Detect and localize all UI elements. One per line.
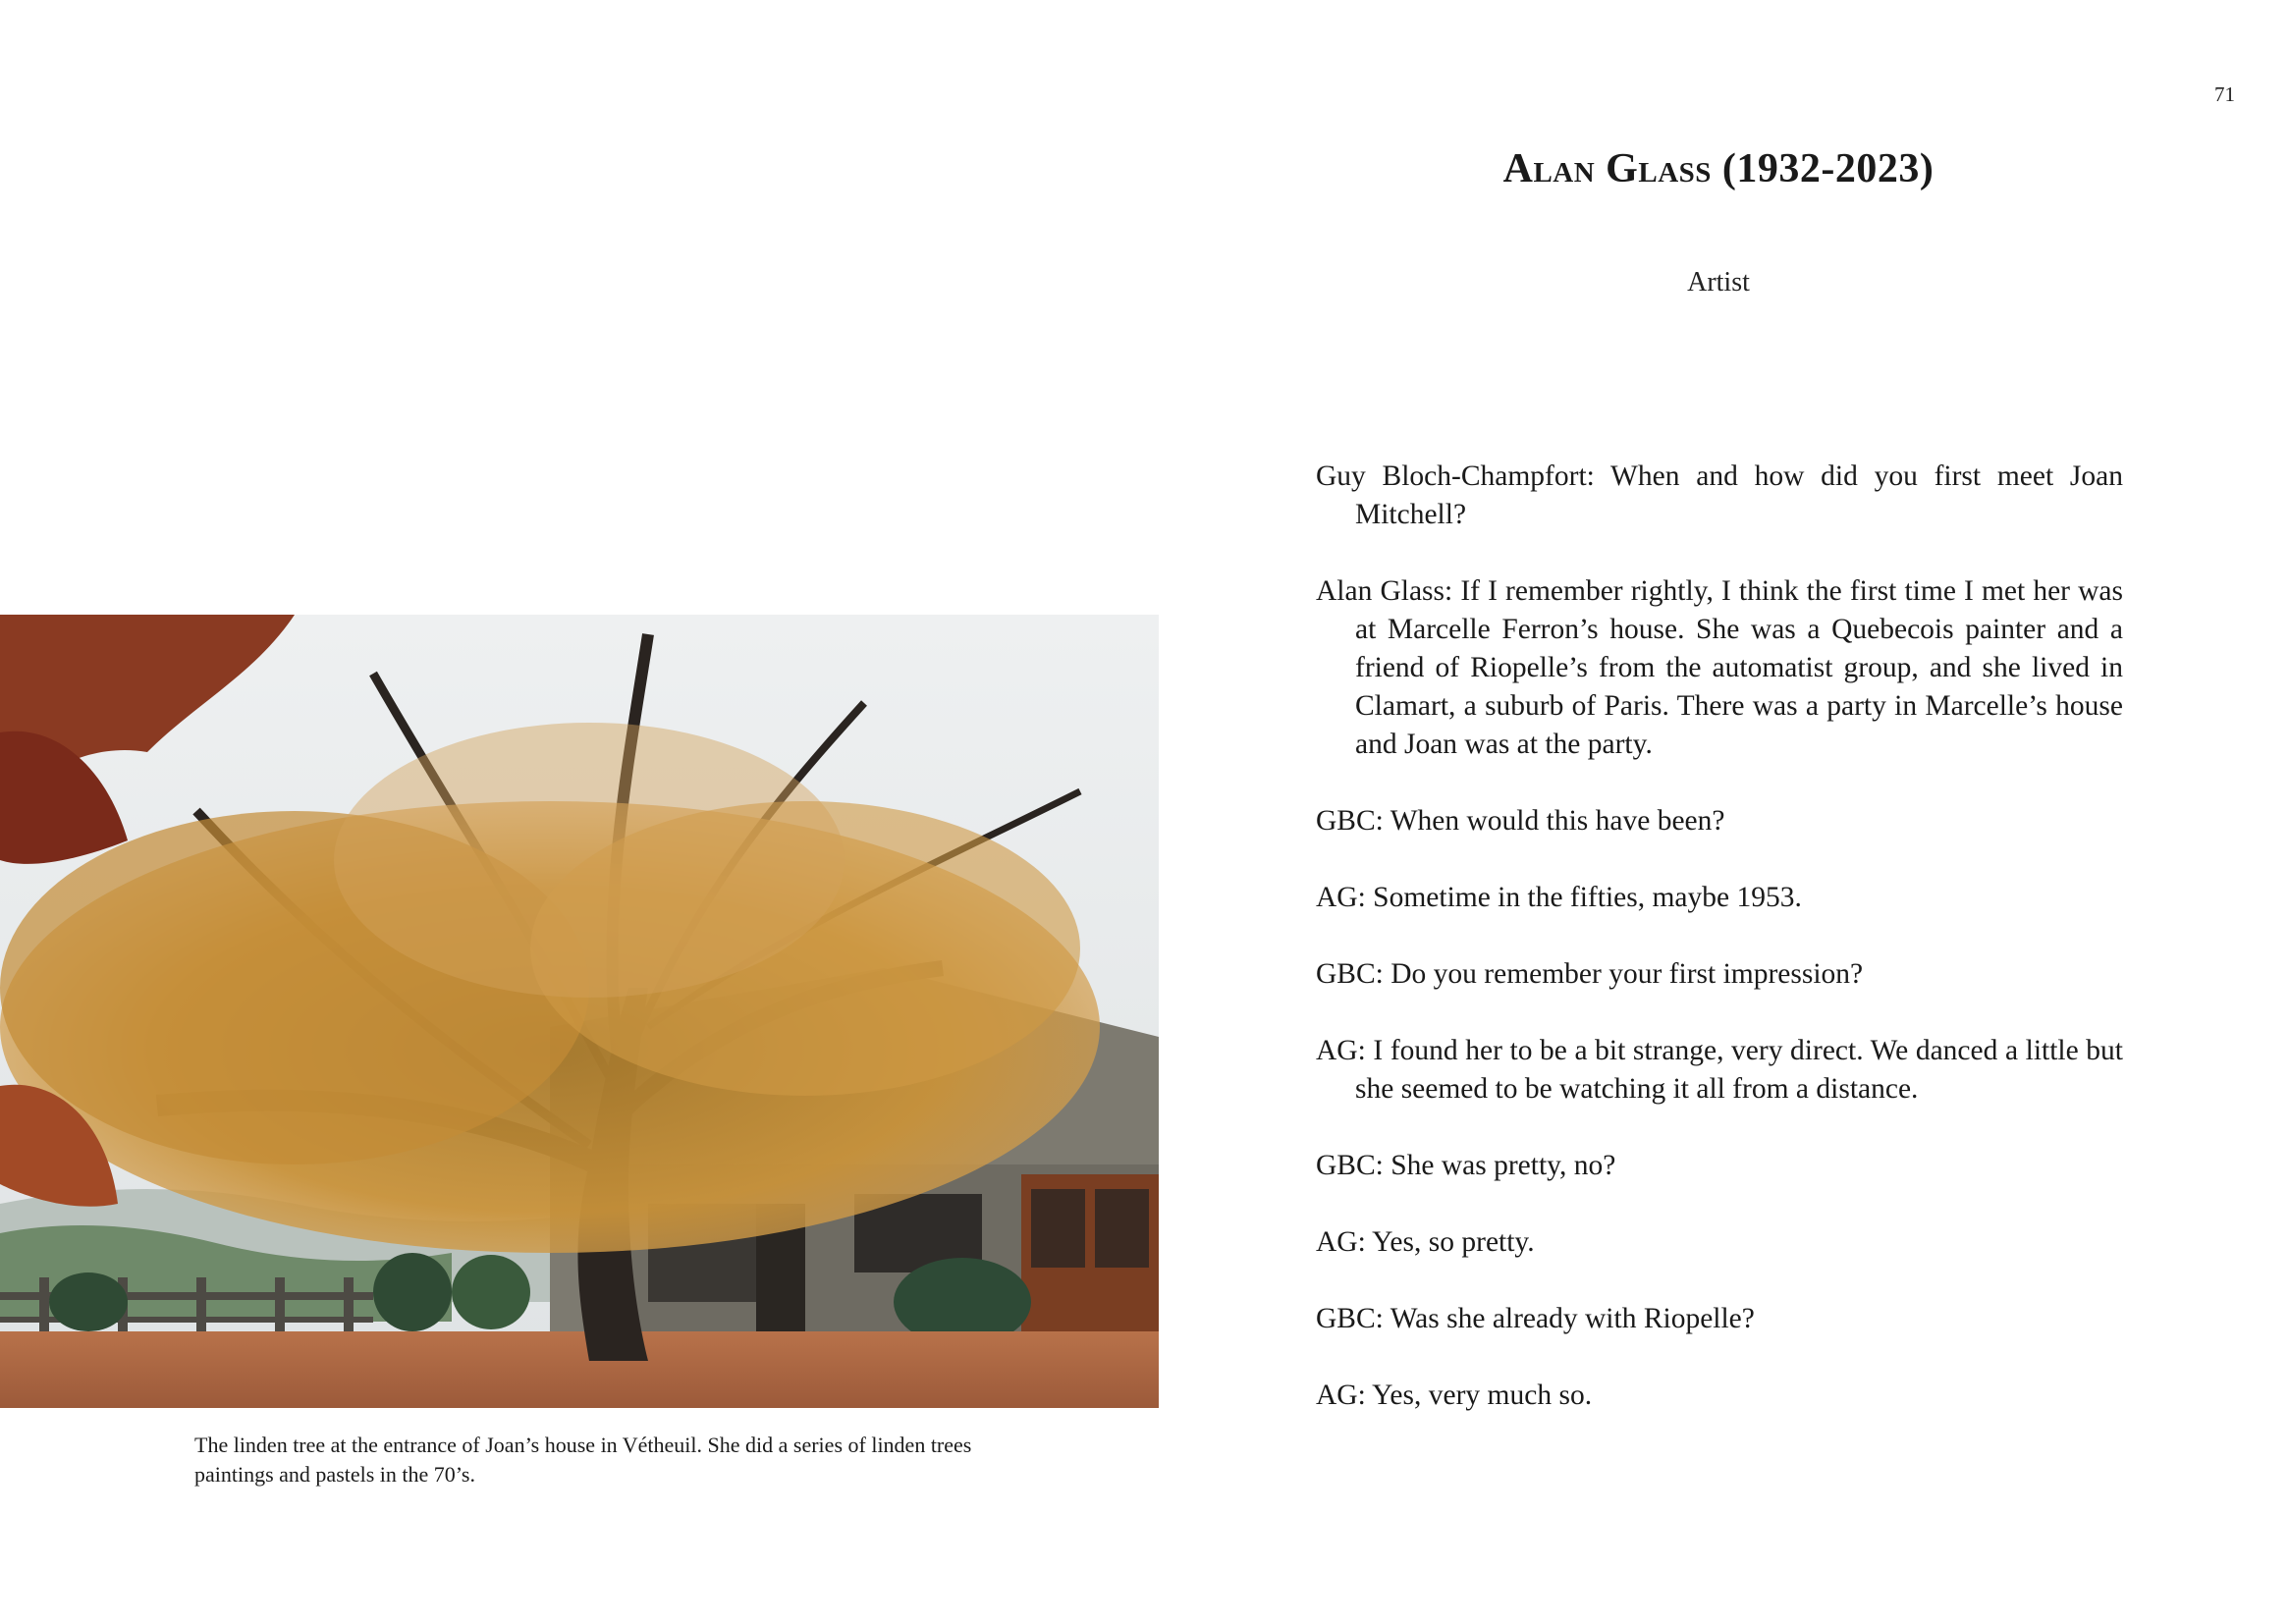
- page-number: 71: [2214, 82, 2235, 106]
- interview-paragraph: Alan Glass: If I remember rightly, I think the first time I met her was at Marcelle Ferron’s house. She was a Quebecois painter and a friend of Riopelle’s from the automatist group, and she lived in Clamart, a suburb of Paris. There was a party in Marcelle’s house and Joan was at the party.: [1316, 575, 2123, 760]
- interview-paragraph: AG: I found her to be a bit strange, very direct. We danced a little but she seemed to be watching it all from a distance.: [1316, 1035, 2123, 1105]
- interview-paragraph: GBC: When would this have been?: [1316, 805, 1725, 837]
- interview-paragraph: GBC: Do you remember your first impression?: [1316, 958, 1864, 990]
- interview-paragraph: GBC: Was she already with Riopelle?: [1316, 1303, 1755, 1334]
- interview-text: [1316, 458, 2123, 1453]
- page-title: Alan Glass (1932-2023): [1502, 146, 1935, 191]
- interview-paragraph: GBC: She was pretty, no?: [1316, 1150, 1616, 1181]
- interview-paragraph: Guy Bloch-Champfort: When and how did you first meet Joan Mitchell?: [1316, 460, 2123, 530]
- interview-paragraph: AG: Yes, very much so.: [1316, 1380, 1593, 1411]
- page-subtitle: Artist: [1687, 267, 1750, 298]
- interview-paragraph: AG: Yes, so pretty.: [1316, 1226, 1535, 1258]
- photo-caption: The linden tree at the entrance of Joan’s house in Vétheuil. She did a series of linden trees paintings and pastels in the 70’s.: [194, 1433, 972, 1487]
- linden-tree-photo: [0, 615, 1159, 1408]
- linden-tree-illustration: [0, 615, 1159, 1408]
- interview-paragraph: AG: Sometime in the fifties, maybe 1953.: [1316, 882, 1802, 913]
